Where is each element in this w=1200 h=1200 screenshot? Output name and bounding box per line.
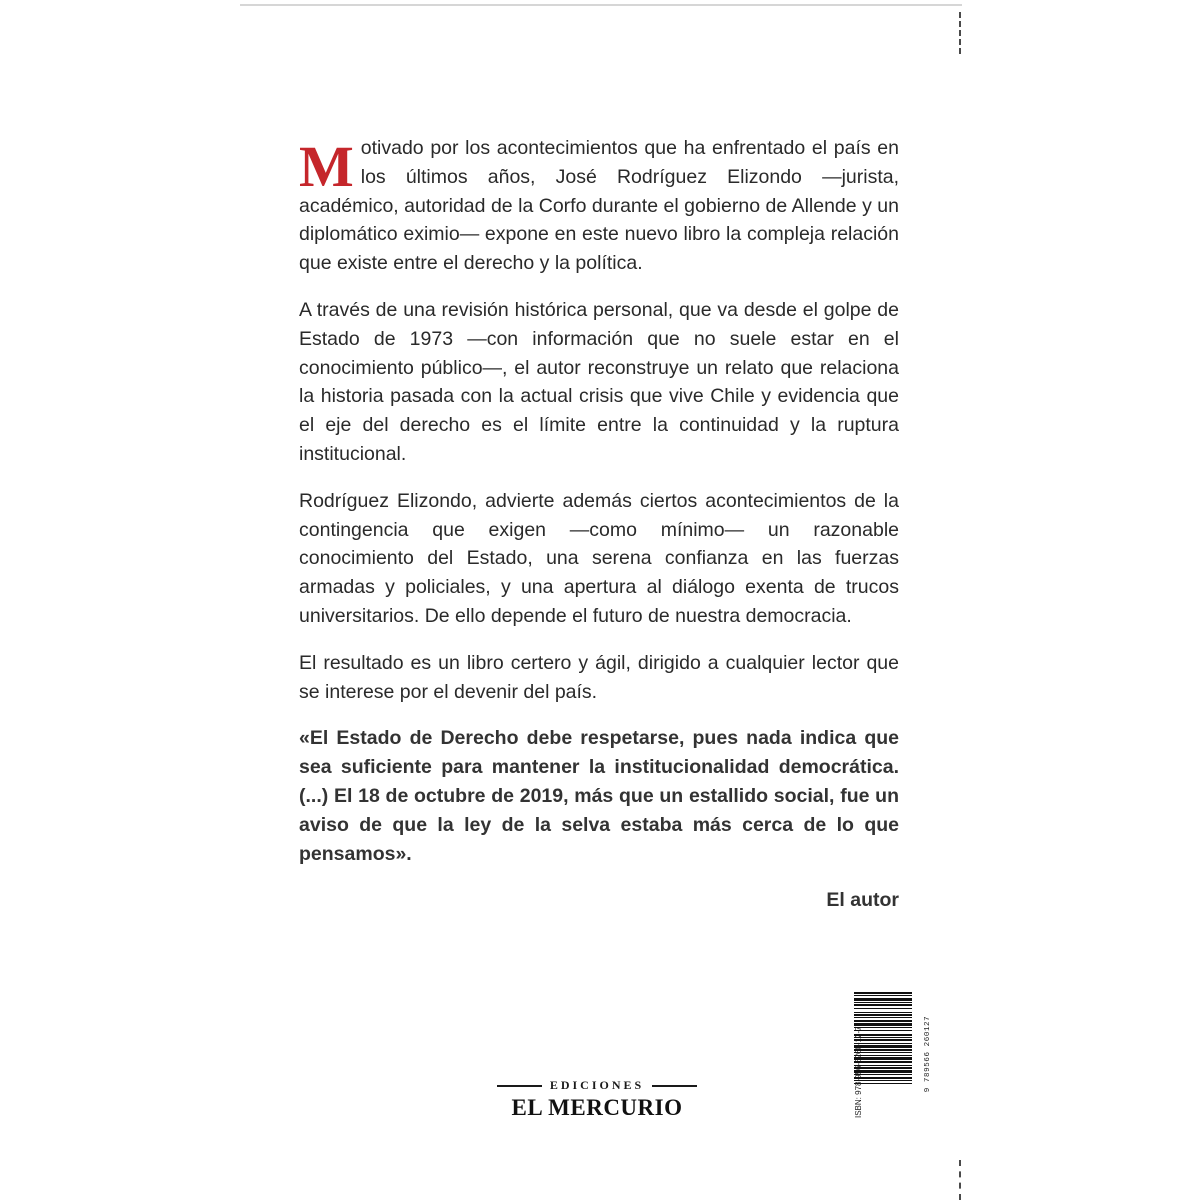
barcode-bar <box>854 1014 912 1016</box>
page-top-border <box>240 4 962 6</box>
publisher-name: EL MERCURIO <box>511 1095 683 1120</box>
barcode-digits: 9 789566 260127 <box>924 1015 932 1093</box>
barcode-bar <box>854 1043 912 1044</box>
barcode-bar <box>854 1049 912 1051</box>
paragraph-2: A través de una revisión histórica personal, que va desde el golpe de Estado de 1973 —con información que no suele estar en el conocimiento público—, el autor reconstruye un relato que relaciona la historia pasada con la actual crisis que vive Chile y evidencia que el eje del derecho es el límite entre la continuidad y la ruptura institucional. <box>299 298 899 465</box>
barcode-bar <box>854 1012 912 1013</box>
barcode-bars <box>854 990 912 1118</box>
paragraph-4: El resultado es un libro certero y ágil, dirigido a cualquier lector que se interese por el devenir del país. <box>299 651 899 703</box>
barcode-bar <box>854 1020 912 1022</box>
barcode-bar <box>854 1067 912 1069</box>
barcode-bar <box>854 992 912 994</box>
barcode-bar <box>854 1057 912 1060</box>
publisher-logo <box>497 1078 697 1121</box>
drop-cap: M <box>299 134 354 199</box>
publisher-rule-right <box>652 1085 697 1087</box>
back-cover-text <box>299 134 899 915</box>
paragraph-3: Rodríguez Elizondo, advierte además ciertos acontecimientos de la contingencia que exigen —como mínimo— un razonable conocimiento del Estado, una serena confianza en las fuerzas armadas y policiales, y una apertura al diálogo exenta de trucos universitarios. De ello depende el futuro de nuestra democracia. <box>299 489 899 627</box>
barcode-bar <box>854 1074 912 1075</box>
barcode-bar <box>854 1017 912 1018</box>
publisher-top-line <box>497 1078 697 1093</box>
isbn-barcode <box>842 990 932 1118</box>
barcode-bar <box>854 1077 912 1079</box>
barcode-bar <box>854 1023 912 1026</box>
barcode-bar <box>854 1004 912 1006</box>
barcode-bar <box>854 1030 912 1031</box>
barcode-bar <box>854 1027 912 1028</box>
barcode-bar <box>854 998 912 1001</box>
paragraph-1 <box>299 134 899 278</box>
cut-mark-bottom <box>959 1160 961 1200</box>
barcode-bar <box>854 1061 912 1063</box>
author-signature: El autor <box>826 889 899 912</box>
cut-mark-top <box>959 12 961 54</box>
publisher-small-text: EDICIONES <box>549 1078 645 1092</box>
barcode-bar <box>854 1002 912 1003</box>
barcode-bar <box>854 1065 912 1066</box>
paragraph-1-text: otivado por los acontecimientos que ha enfrentado el país en los últimos años, José Rodríguez Elizondo —jurista, académico, autoridad de la Corfo durante el gobierno de Allende y un diplomático eximio— expone en este nuevo libro la compleja relación que existe entre el derecho y la política. <box>299 137 899 275</box>
barcode-bar <box>854 1037 912 1038</box>
barcode-bar <box>854 1045 912 1048</box>
barcode-bar <box>854 1008 912 1009</box>
barcode-bar <box>854 1055 912 1056</box>
barcode-bar <box>854 1039 912 1041</box>
barcode-bar <box>854 1052 912 1053</box>
barcode-bar <box>854 1034 912 1036</box>
publisher-rule-left <box>497 1085 542 1087</box>
author-quote: «El Estado de Derecho debe respetarse, pues nada indica que sea suficiente para mantener la institucionalidad democrática. (...) El 18 de octubre de 2019, más que un estallido social, fue un aviso de que la ley de la selva estaba más cerca de lo que pensamos». <box>299 727 899 865</box>
barcode-bar <box>854 995 912 996</box>
barcode-bar <box>854 1083 912 1084</box>
barcode-bar <box>854 1080 912 1081</box>
barcode-bar <box>854 1070 912 1073</box>
